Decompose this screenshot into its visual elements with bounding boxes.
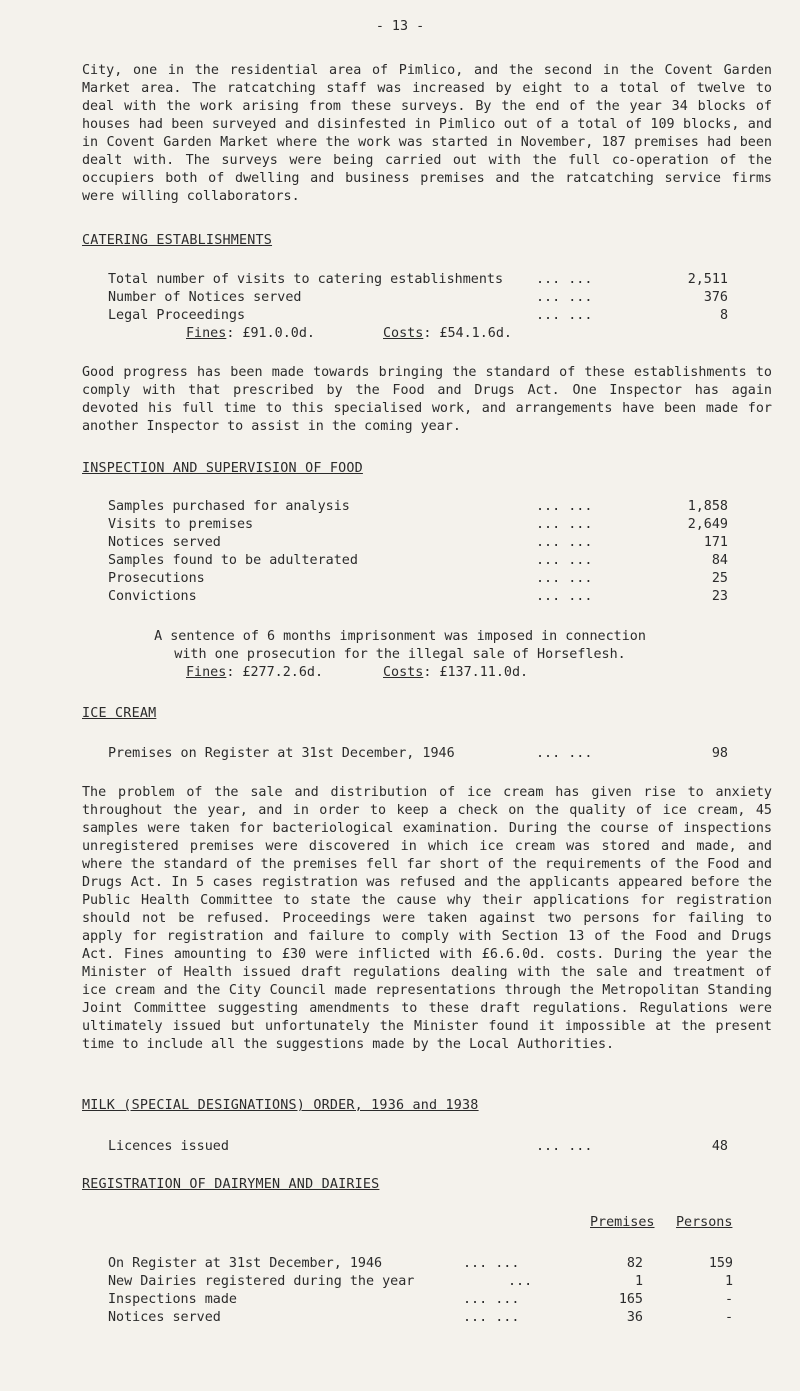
row-label: Notices served [108, 535, 221, 550]
dairies-row [108, 1309, 738, 1327]
row-value: 25 [711, 571, 728, 586]
row-dots: ... ... [536, 553, 593, 568]
fines-label: Fines [186, 665, 227, 680]
page-number: - 13 - [375, 19, 425, 34]
fines-value: : £277.2.6d. [226, 665, 324, 680]
ice-cream-heading: ICE CREAM [82, 706, 157, 721]
row-dots: ... ... [536, 272, 593, 287]
row-label: Prosecutions [108, 571, 205, 586]
dairies-heading: REGISTRATION OF DAIRYMEN AND DAIRIES [82, 1177, 380, 1192]
persons-value: 159 [708, 1256, 733, 1271]
row-dots: ... ... [463, 1256, 520, 1271]
persons-value: 1 [724, 1274, 733, 1289]
row-value: 2,649 [687, 517, 728, 532]
food-costs [383, 664, 528, 682]
milk-row [108, 1138, 728, 1156]
row-label: Legal Proceedings [108, 308, 246, 323]
catering-paragraph: Good progress has been made towards bringing the standard of these establishments to comply with that prescribed by the Food and Drugs Act. One Inspector has again devoted his full time to this specialised work, and arrangements have been made for another Inspector to assist in the coming year. [82, 365, 772, 434]
premises-value: 36 [626, 1310, 643, 1325]
catering-row [108, 307, 728, 325]
fines-label: Fines [186, 326, 227, 341]
ice-cream-row [108, 745, 728, 763]
row-label: Licences issued [108, 1139, 229, 1154]
row-label: Notices served [108, 1310, 221, 1325]
milk-heading: MILK (SPECIAL DESIGNATIONS) ORDER, 1936 and 1938 [82, 1098, 479, 1113]
row-value: 376 [703, 290, 728, 305]
costs-label: Costs [383, 665, 424, 680]
row-label: Inspections made [108, 1292, 237, 1307]
row-dots: ... ... [536, 746, 593, 761]
row-label: Samples found to be adulterated [108, 553, 358, 568]
sentence-line-1: A sentence of 6 months imprisonment was imposed in connection [154, 629, 646, 644]
catering-fines [186, 325, 315, 343]
column-header-persons: Persons [676, 1215, 733, 1230]
food-row [108, 498, 728, 516]
row-value: 23 [711, 589, 728, 604]
row-label: Samples purchased for analysis [108, 499, 350, 514]
costs-label: Costs [383, 326, 424, 341]
food-row [108, 516, 728, 534]
row-label: Visits to premises [108, 517, 254, 532]
catering-row [108, 271, 728, 289]
row-dots: ... ... [536, 589, 593, 604]
row-label: Number of Notices served [108, 290, 302, 305]
row-label: New Dairies registered during the year [108, 1274, 415, 1289]
row-dots: ... ... [536, 308, 593, 323]
row-label: Premises on Register at 31st December, 1946 [108, 746, 455, 761]
catering-row [108, 289, 728, 307]
row-dots: ... ... [536, 535, 593, 550]
food-fines [186, 664, 323, 682]
row-label: On Register at 31st December, 1946 [108, 1256, 383, 1271]
row-dots: ... ... [536, 571, 593, 586]
row-dots: ... ... [463, 1292, 520, 1307]
row-dots: ... [508, 1274, 533, 1289]
costs-value: : £137.11.0d. [423, 665, 529, 680]
row-value: 1,858 [687, 499, 728, 514]
food-row [108, 588, 728, 606]
dairies-row [108, 1255, 738, 1273]
row-value: 171 [703, 535, 728, 550]
dairies-row [108, 1291, 738, 1309]
persons-value: - [724, 1310, 733, 1325]
intro-paragraph: City, one in the residential area of Pimlico, and the second in the Covent Garden Market area. The ratcatching staff was increased by eight to a total of twelve to deal with the work arising from these surveys. By the end of the year 34 blocks of houses had been surveyed and disinfested in Pimlico out of a total of 109 blocks, and in Covent Garden Market where the work was started in November, 187 premises had been dealt with. The surveys were being carried out with the full co-operation of the occupiers both of dwelling and business premises and the ratcatching service firms were willing collaborators. [82, 63, 772, 204]
costs-value: : £54.1.6d. [423, 326, 512, 341]
row-dots: ... ... [536, 1139, 593, 1154]
premises-value: 165 [618, 1292, 643, 1307]
catering-heading: CATERING ESTABLISHMENTS [82, 233, 273, 248]
row-dots: ... ... [536, 290, 593, 305]
food-row [108, 552, 728, 570]
food-heading: INSPECTION AND SUPERVISION OF FOOD [82, 461, 363, 476]
row-value: 2,511 [687, 272, 728, 287]
premises-value: 1 [634, 1274, 643, 1289]
sentence-line-2: with one prosecution for the illegal sale of Horseflesh. [174, 647, 626, 662]
dairies-header-row [108, 1214, 738, 1232]
food-row [108, 534, 728, 552]
row-label: Total number of visits to catering establishments [108, 272, 504, 287]
dairies-row [108, 1273, 738, 1291]
catering-costs [383, 325, 512, 343]
row-label: Convictions [108, 589, 197, 604]
row-dots: ... ... [536, 517, 593, 532]
premises-value: 82 [626, 1256, 643, 1271]
food-row [108, 570, 728, 588]
persons-value: - [724, 1292, 733, 1307]
fines-value: : £91.0.0d. [226, 326, 315, 341]
row-dots: ... ... [463, 1310, 520, 1325]
row-dots: ... ... [536, 499, 593, 514]
row-value: 8 [719, 308, 728, 323]
row-value: 48 [711, 1139, 728, 1154]
column-header-premises: Premises [590, 1215, 655, 1230]
ice-cream-paragraph: The problem of the sale and distribution of ice cream has given rise to anxiety throughout the year, and in order to keep a check on the quality of ice cream, 45 samples were taken for bacteriological examination. During the course of inspections unregistered premises were discovered in which ice cream was stored and made, and where the standard of the premises fell far short of the requirements of the Food and Drugs Act. In 5 cases registration was refused and the applicants appeared before the Public Health Committee to state the cause why their applications for registration should not be refused. Proceedings were taken against two persons for failing to apply for registration and failure to comply with Section 13 of the Food and Drugs Act. Fines amounting to £30 were inflicted with £6.6.0d. costs. During the year the Minister of Health issued draft regulations dealing with the sale and treatment of ice cream and the City Council made representations through the Metropolitan Standing Joint Committee suggesting amendments to these draft regulations. Regulations were ultimately issued but unfortunately the Minister found it impossible at the present time to include all the suggestions made by the Local Authorities. [82, 785, 772, 1052]
row-value: 84 [711, 553, 728, 568]
row-value: 98 [711, 746, 728, 761]
